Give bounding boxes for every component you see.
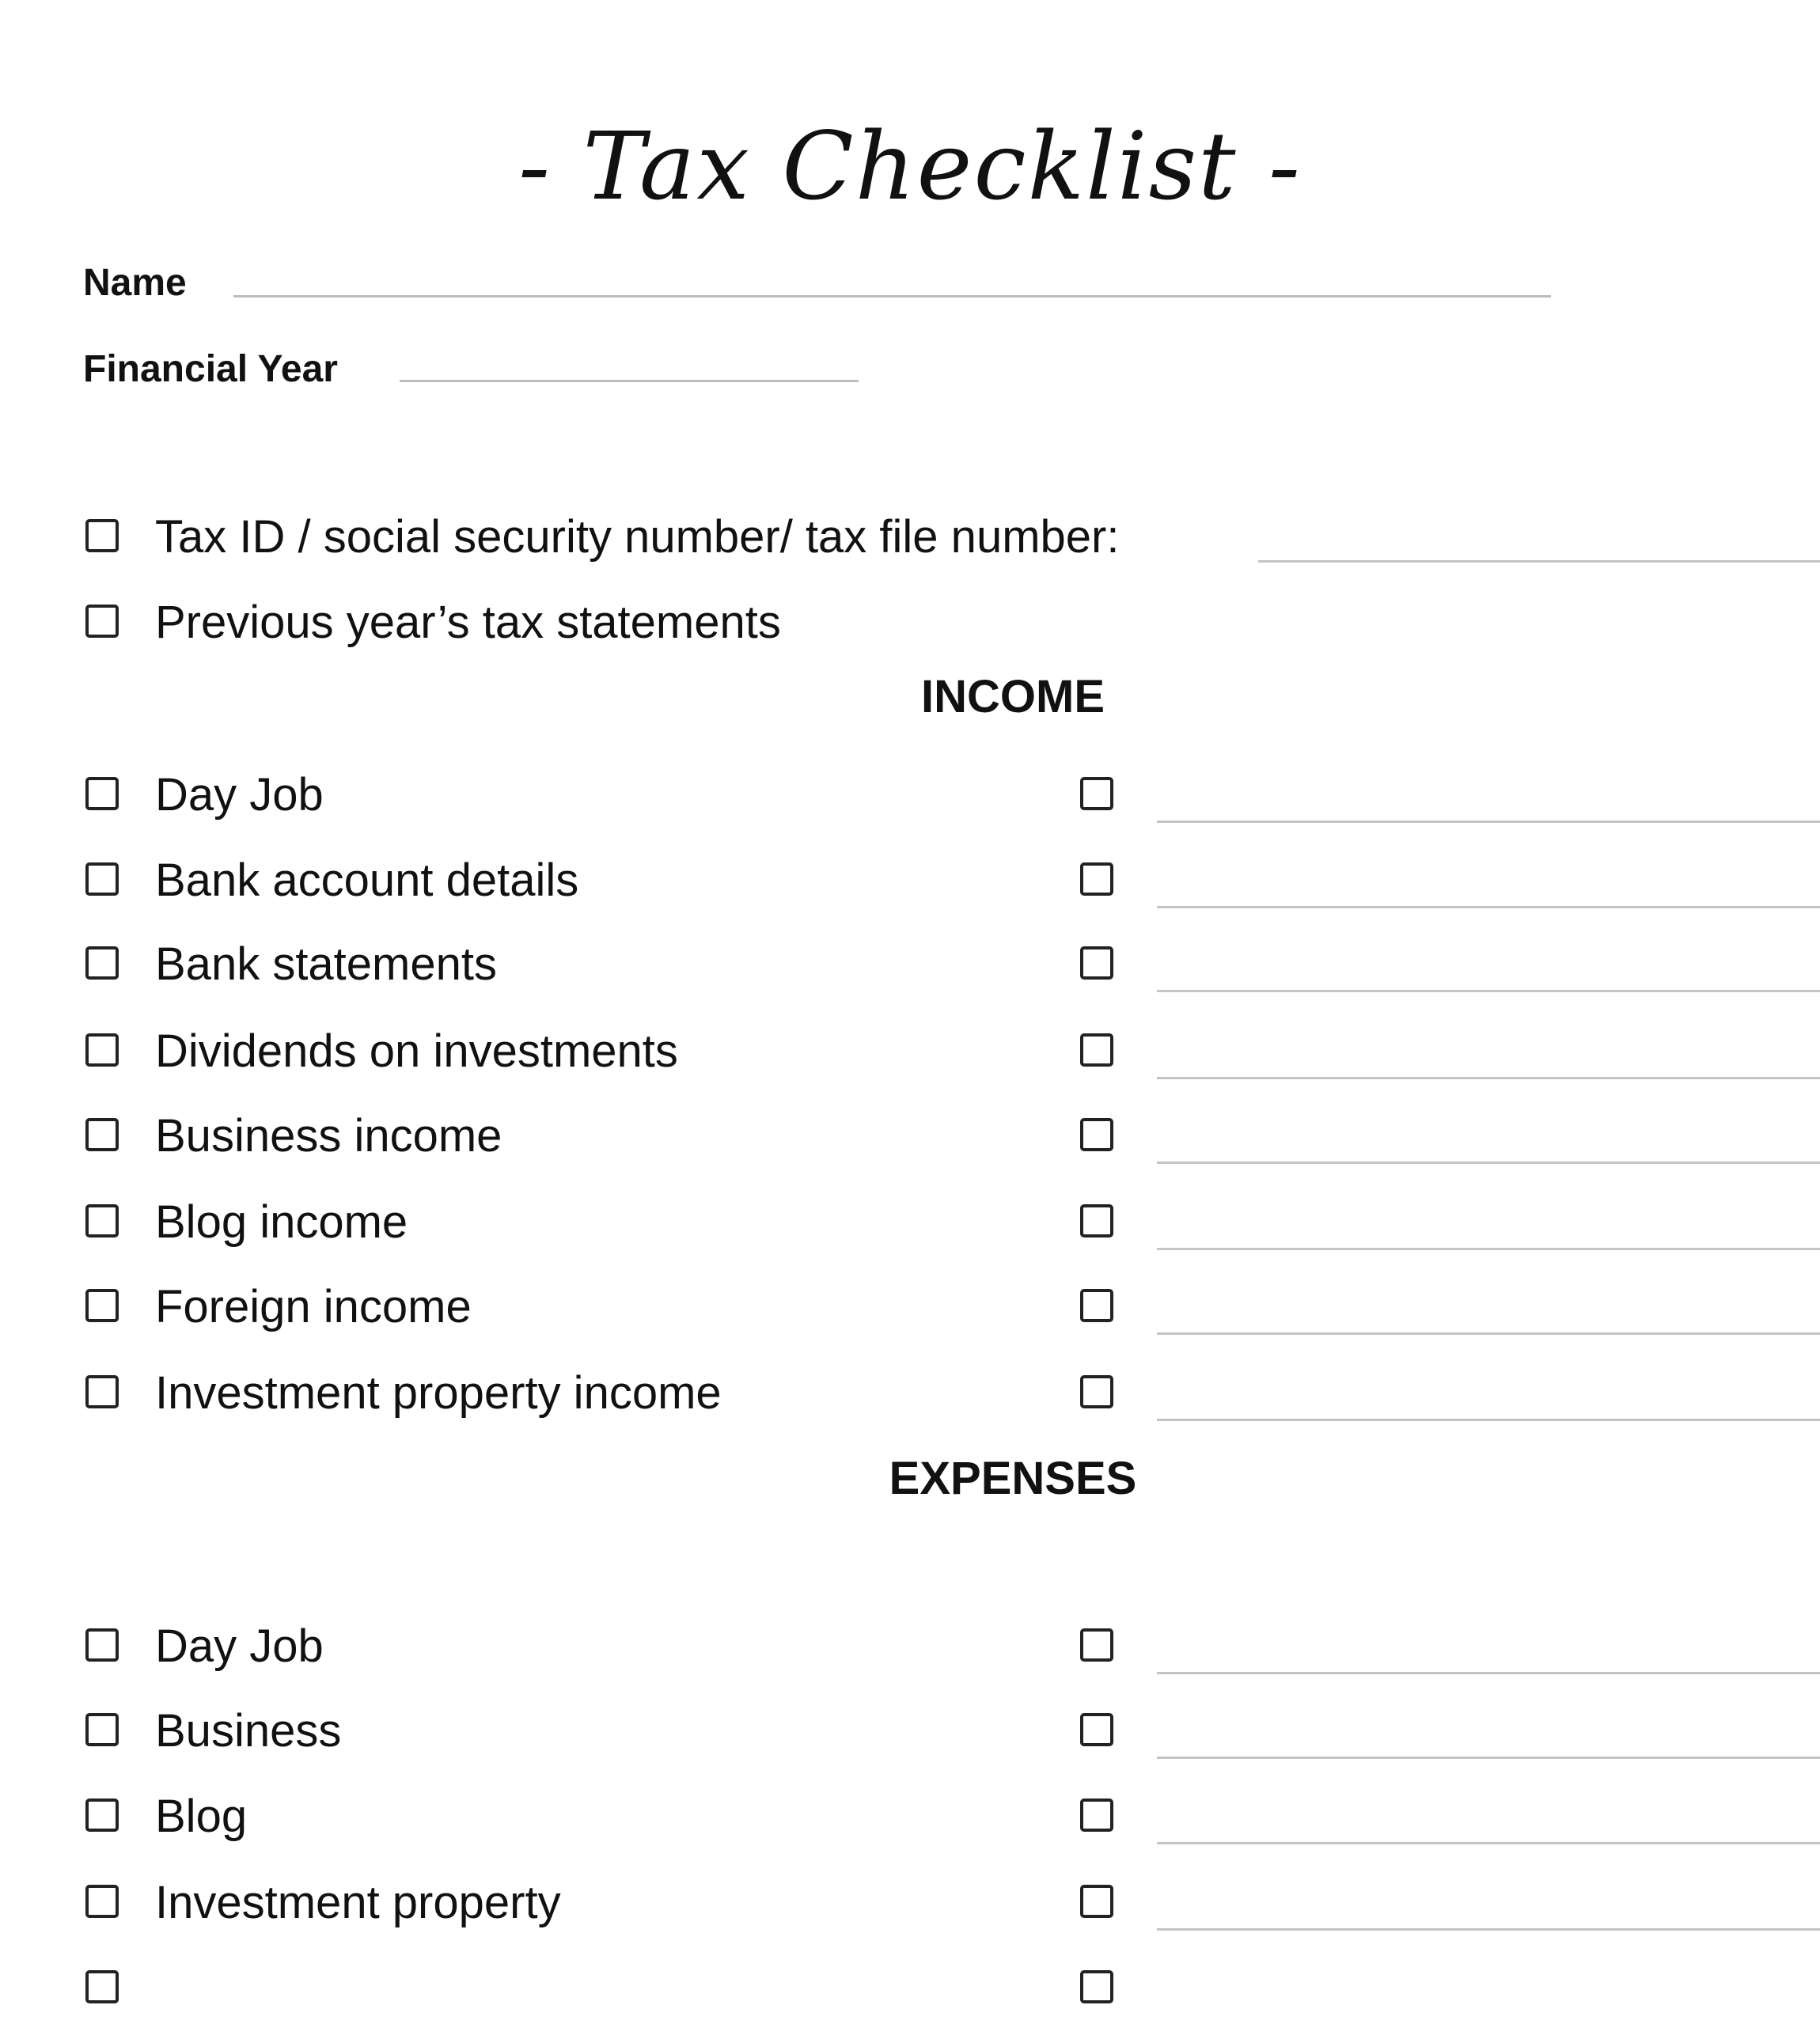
notes-line[interactable] [1157,1842,1820,1844]
checkbox[interactable] [85,777,119,810]
checkbox[interactable] [85,519,119,552]
item-label: Investment property income [155,1367,722,1419]
extra-checkbox[interactable] [1080,1033,1113,1067]
financial-year-label: Financial Year [83,348,338,390]
checkbox[interactable] [85,1798,119,1832]
notes-line[interactable] [1157,1332,1820,1335]
checkbox[interactable] [85,1375,119,1408]
item-label: Bank account details [155,855,579,906]
extra-checkbox[interactable] [1080,946,1113,980]
checkbox[interactable] [85,862,119,896]
item-label: Day Job [155,769,324,821]
expense-item-partial [0,1953,1820,2024]
extra-checkbox[interactable] [1080,1713,1113,1746]
income-item [0,1272,1820,1343]
notes-line[interactable] [1157,906,1820,908]
extra-checkbox[interactable] [1080,1885,1113,1918]
item-label: Blog [155,1791,248,1842]
income-item [0,1101,1820,1172]
extra-checkbox[interactable] [1080,1204,1113,1238]
notes-line[interactable] [1157,1077,1820,1079]
income-item [0,760,1820,831]
page-title: - Tax Checklist - [518,112,1302,221]
item-label: Foreign income [155,1281,472,1332]
item-label: Day Job [155,1620,324,1672]
expenses-heading: EXPENSES [889,1453,1137,1504]
checkbox[interactable] [85,1289,119,1322]
checklist-item-tax-id [0,502,1820,573]
extra-checkbox[interactable] [1080,1375,1113,1408]
checkbox[interactable] [85,1885,119,1918]
expense-item [0,1781,1820,1852]
tax-id-field-line[interactable] [1258,560,1820,563]
checkbox[interactable] [85,1033,119,1067]
checkbox[interactable] [85,1118,119,1151]
notes-line[interactable] [1157,990,1820,992]
extra-checkbox[interactable] [1080,1118,1113,1151]
income-item [0,1358,1820,1429]
item-label: Business [155,1705,342,1757]
checkbox[interactable] [85,1713,119,1746]
checkbox[interactable] [85,1204,119,1238]
notes-line[interactable] [1157,1928,1820,1931]
checkbox[interactable] [85,1970,119,2003]
extra-checkbox[interactable] [1080,1970,1113,2003]
extra-checkbox[interactable] [1080,777,1113,810]
name-field-line[interactable] [233,295,1551,298]
extra-checkbox[interactable] [1080,862,1113,896]
financial-year-field-line[interactable] [400,380,859,382]
notes-line[interactable] [1157,1162,1820,1164]
notes-line[interactable] [1157,821,1820,823]
checklist-item-previous-statements [0,587,1820,658]
item-label: Previous year’s tax statements [155,597,781,648]
income-item [0,929,1820,1000]
income-item [0,1016,1820,1087]
checkbox[interactable] [85,946,119,980]
income-item [0,1187,1820,1258]
item-label: Blog income [155,1196,408,1248]
notes-line[interactable] [1157,1248,1820,1250]
income-heading: INCOME [921,671,1105,722]
checkbox[interactable] [85,1628,119,1662]
expense-item [0,1867,1820,1939]
name-label: Name [83,262,187,304]
item-label: Business income [155,1110,502,1162]
expense-item [0,1696,1820,1767]
expense-item [0,1611,1820,1682]
extra-checkbox[interactable] [1080,1289,1113,1322]
extra-checkbox[interactable] [1080,1628,1113,1662]
item-label: Bank statements [155,938,497,990]
income-item [0,845,1820,916]
checkbox[interactable] [85,605,119,638]
item-label: Investment property [155,1877,561,1928]
extra-checkbox[interactable] [1080,1798,1113,1832]
notes-line[interactable] [1157,1419,1820,1421]
notes-line[interactable] [1157,1757,1820,1759]
item-label: Tax ID / social security number/ tax file number: [155,511,1120,563]
item-label: Dividends on investments [155,1025,678,1077]
notes-line[interactable] [1157,1672,1820,1674]
